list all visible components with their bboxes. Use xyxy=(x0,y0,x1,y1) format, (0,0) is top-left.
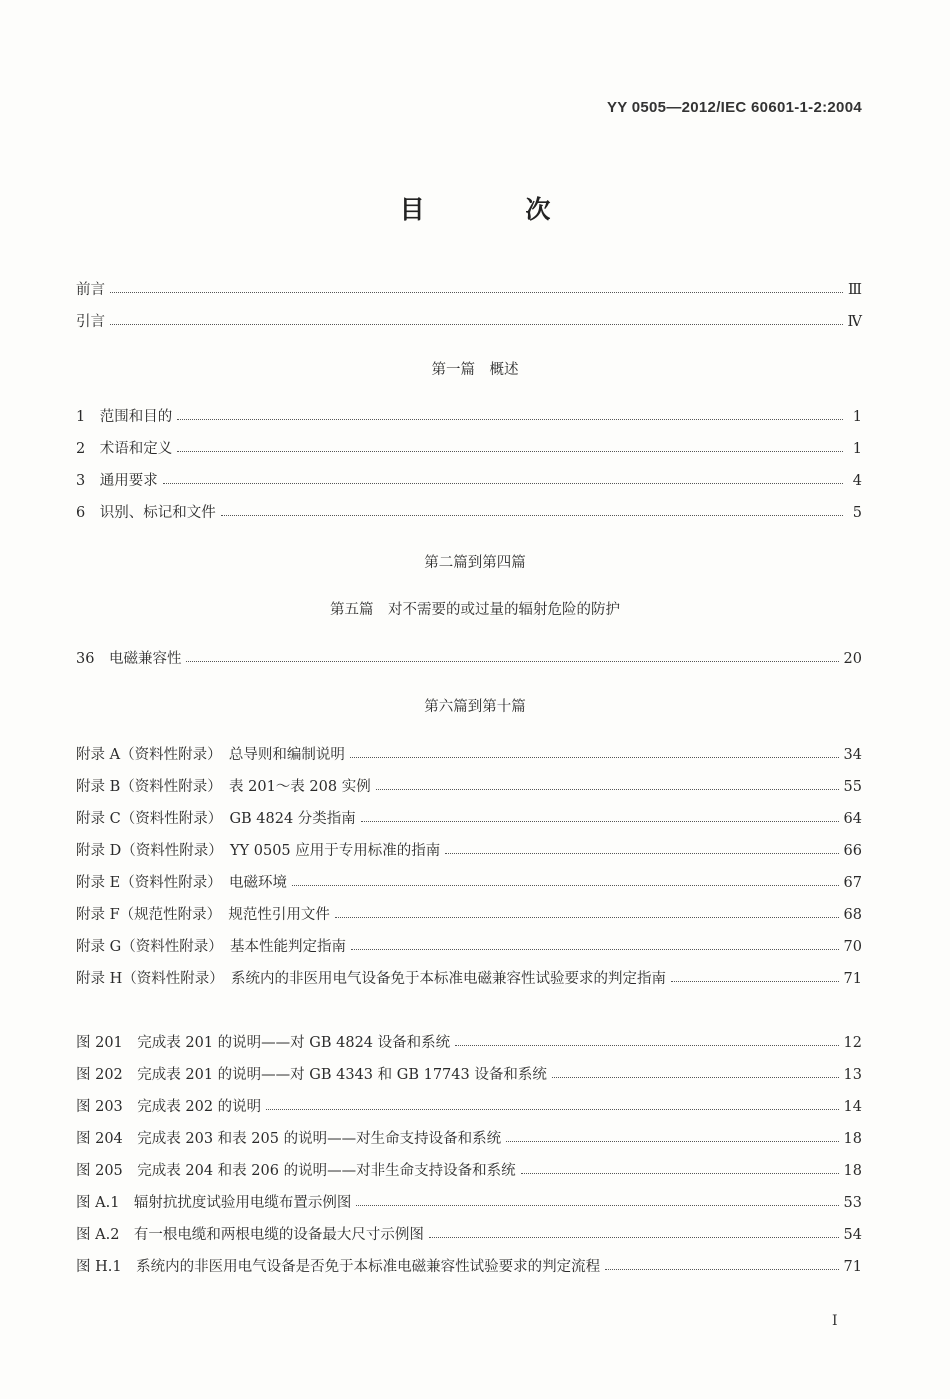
toc-page-number: 67 xyxy=(843,875,862,891)
dot-leader xyxy=(552,1067,839,1078)
toc-entry-figure[interactable] xyxy=(76,1095,862,1117)
toc-entry-label: 3 通用要求 xyxy=(76,473,158,489)
dot-leader xyxy=(292,875,839,886)
toc-entry-annex[interactable] xyxy=(76,871,862,893)
toc-page-number: 70 xyxy=(843,939,862,955)
toc-entry-label: 附录 D（资料性附录） YY 0505 应用于专用标准的指南 xyxy=(76,843,441,859)
dot-leader xyxy=(335,907,839,918)
toc-page-number: 68 xyxy=(843,907,862,923)
toc-entry-introduction[interactable] xyxy=(76,310,862,332)
page-title: 目 次 xyxy=(399,195,597,224)
toc-entry-annex[interactable] xyxy=(76,935,862,957)
dot-leader xyxy=(186,651,838,662)
toc-entry-annex[interactable] xyxy=(76,743,862,765)
dot-leader xyxy=(671,971,839,982)
section-heading-parts-6-10: 第六篇到第十篇 xyxy=(424,699,526,715)
dot-leader xyxy=(356,1195,838,1206)
toc-entry-figure[interactable] xyxy=(76,1031,862,1053)
dot-leader xyxy=(361,811,839,822)
toc-entry-figure[interactable] xyxy=(76,1223,862,1245)
dot-leader xyxy=(177,409,843,420)
toc-entry-figure[interactable] xyxy=(76,1159,862,1181)
toc-page-number: 5 xyxy=(852,505,862,521)
toc-entry-label: 前言 xyxy=(76,282,105,298)
toc-entry-label: 图 205 完成表 204 和表 206 的说明——对非生命支持设备和系统 xyxy=(76,1163,516,1179)
toc-entry-label: 6 识别、标记和文件 xyxy=(76,505,216,521)
dot-leader xyxy=(376,779,839,790)
dot-leader xyxy=(110,282,843,293)
toc-entry-label: 附录 C（资料性附录） GB 4824 分类指南 xyxy=(76,811,356,827)
section-heading-part1: 第一篇 概述 xyxy=(431,362,519,378)
dot-leader xyxy=(177,441,843,452)
toc-entry-label: 2 术语和定义 xyxy=(76,441,173,457)
toc-entry-label: 附录 B（资料性附录） 表 201～表 208 实例 xyxy=(76,779,371,795)
dot-leader xyxy=(429,1227,839,1238)
dot-leader xyxy=(163,473,843,484)
toc-page-number: 20 xyxy=(843,651,862,667)
toc-entry-label: 图 A.2 有一根电缆和两根电缆的设备最大尺寸示例图 xyxy=(76,1227,424,1243)
footer-page-number: I xyxy=(832,1313,838,1329)
section-heading-parts-2-4: 第二篇到第四篇 xyxy=(424,555,526,571)
header-standard-code: YY 0505—2012/IEC 60601-1-2:2004 xyxy=(606,99,862,116)
toc-page-number: 18 xyxy=(843,1131,862,1147)
toc-entry-annex[interactable] xyxy=(76,839,862,861)
toc-entry[interactable] xyxy=(76,437,862,459)
toc-entry-annex[interactable] xyxy=(76,807,862,829)
toc-entry-label: 图 202 完成表 201 的说明——对 GB 4343 和 GB 17743 设备和系统 xyxy=(76,1067,547,1083)
dot-leader xyxy=(506,1131,838,1142)
toc-entry[interactable] xyxy=(76,501,862,523)
toc-page-number: 1 xyxy=(852,441,862,457)
dot-leader xyxy=(266,1099,838,1110)
toc-entry-label: 图 A.1 辐射抗扰度试验用电缆布置示例图 xyxy=(76,1195,352,1211)
toc-entry-annex[interactable] xyxy=(76,903,862,925)
toc-entry-annex[interactable] xyxy=(76,775,862,797)
toc-page-number: 53 xyxy=(843,1195,862,1211)
toc-entry-label: 附录 F（规范性附录） 规范性引用文件 xyxy=(76,907,330,923)
toc-entry-figure[interactable] xyxy=(76,1063,862,1085)
toc-entry[interactable] xyxy=(76,469,862,491)
dot-leader xyxy=(455,1035,838,1046)
toc-page-number: 34 xyxy=(843,747,862,763)
toc-page-number: 55 xyxy=(843,779,862,795)
toc-page-number: 71 xyxy=(843,971,862,987)
toc-page-number: 64 xyxy=(843,811,862,827)
toc-entry[interactable] xyxy=(76,405,862,427)
toc-entry-label: 36 电磁兼容性 xyxy=(76,651,182,667)
toc-page-number: Ⅲ xyxy=(848,282,862,298)
dot-leader xyxy=(445,843,838,854)
toc-entry-label: 附录 A（资料性附录） 总导则和编制说明 xyxy=(76,747,345,763)
dot-leader xyxy=(605,1259,838,1270)
toc-page-number: 54 xyxy=(843,1227,862,1243)
toc-page-number: 66 xyxy=(843,843,862,859)
toc-entry-label: 图 203 完成表 202 的说明 xyxy=(76,1099,262,1115)
toc-entry-label: 图 H.1 系统内的非医用电气设备是否免于本标准电磁兼容性试验要求的判定流程 xyxy=(76,1259,601,1275)
toc-page-number: 4 xyxy=(852,473,862,489)
dot-leader xyxy=(221,505,843,516)
toc-page-number: 18 xyxy=(843,1163,862,1179)
toc-entry-label: 附录 E（资料性附录） 电磁环境 xyxy=(76,875,287,891)
toc-entry-annex[interactable] xyxy=(76,967,862,989)
toc-entry-figure[interactable] xyxy=(76,1255,862,1277)
toc-page-number: 14 xyxy=(843,1099,862,1115)
toc-page-number: Ⅳ xyxy=(847,314,862,330)
dot-leader xyxy=(110,314,843,325)
dot-leader xyxy=(350,747,839,758)
toc-entry-label: 附录 G（资料性附录） 基本性能判定指南 xyxy=(76,939,346,955)
toc-entry-figure[interactable] xyxy=(76,1127,862,1149)
toc-entry-label: 图 204 完成表 203 和表 205 的说明——对生命支持设备和系统 xyxy=(76,1131,502,1147)
toc-page-number: 71 xyxy=(843,1259,862,1275)
toc-entry-figure[interactable] xyxy=(76,1191,862,1213)
toc-entry-label: 图 201 完成表 201 的说明——对 GB 4824 设备和系统 xyxy=(76,1035,451,1051)
toc-entry[interactable] xyxy=(76,647,862,669)
dot-leader xyxy=(521,1163,839,1174)
toc-page-number: 1 xyxy=(852,409,862,425)
toc-entry-label: 附录 H（资料性附录） 系统内的非医用电气设备免于本标准电磁兼容性试验要求的判定指南 xyxy=(76,971,667,987)
toc-page-number: 12 xyxy=(843,1035,862,1051)
toc-entry-label: 引言 xyxy=(76,314,105,330)
toc-entry-foreword[interactable] xyxy=(76,278,862,300)
toc-page-number: 13 xyxy=(843,1067,862,1083)
toc-entry-label: 1 范围和目的 xyxy=(76,409,173,425)
dot-leader xyxy=(351,939,839,950)
section-heading-part5: 第五篇 对不需要的或过量的辐射危险的防护 xyxy=(330,602,620,618)
